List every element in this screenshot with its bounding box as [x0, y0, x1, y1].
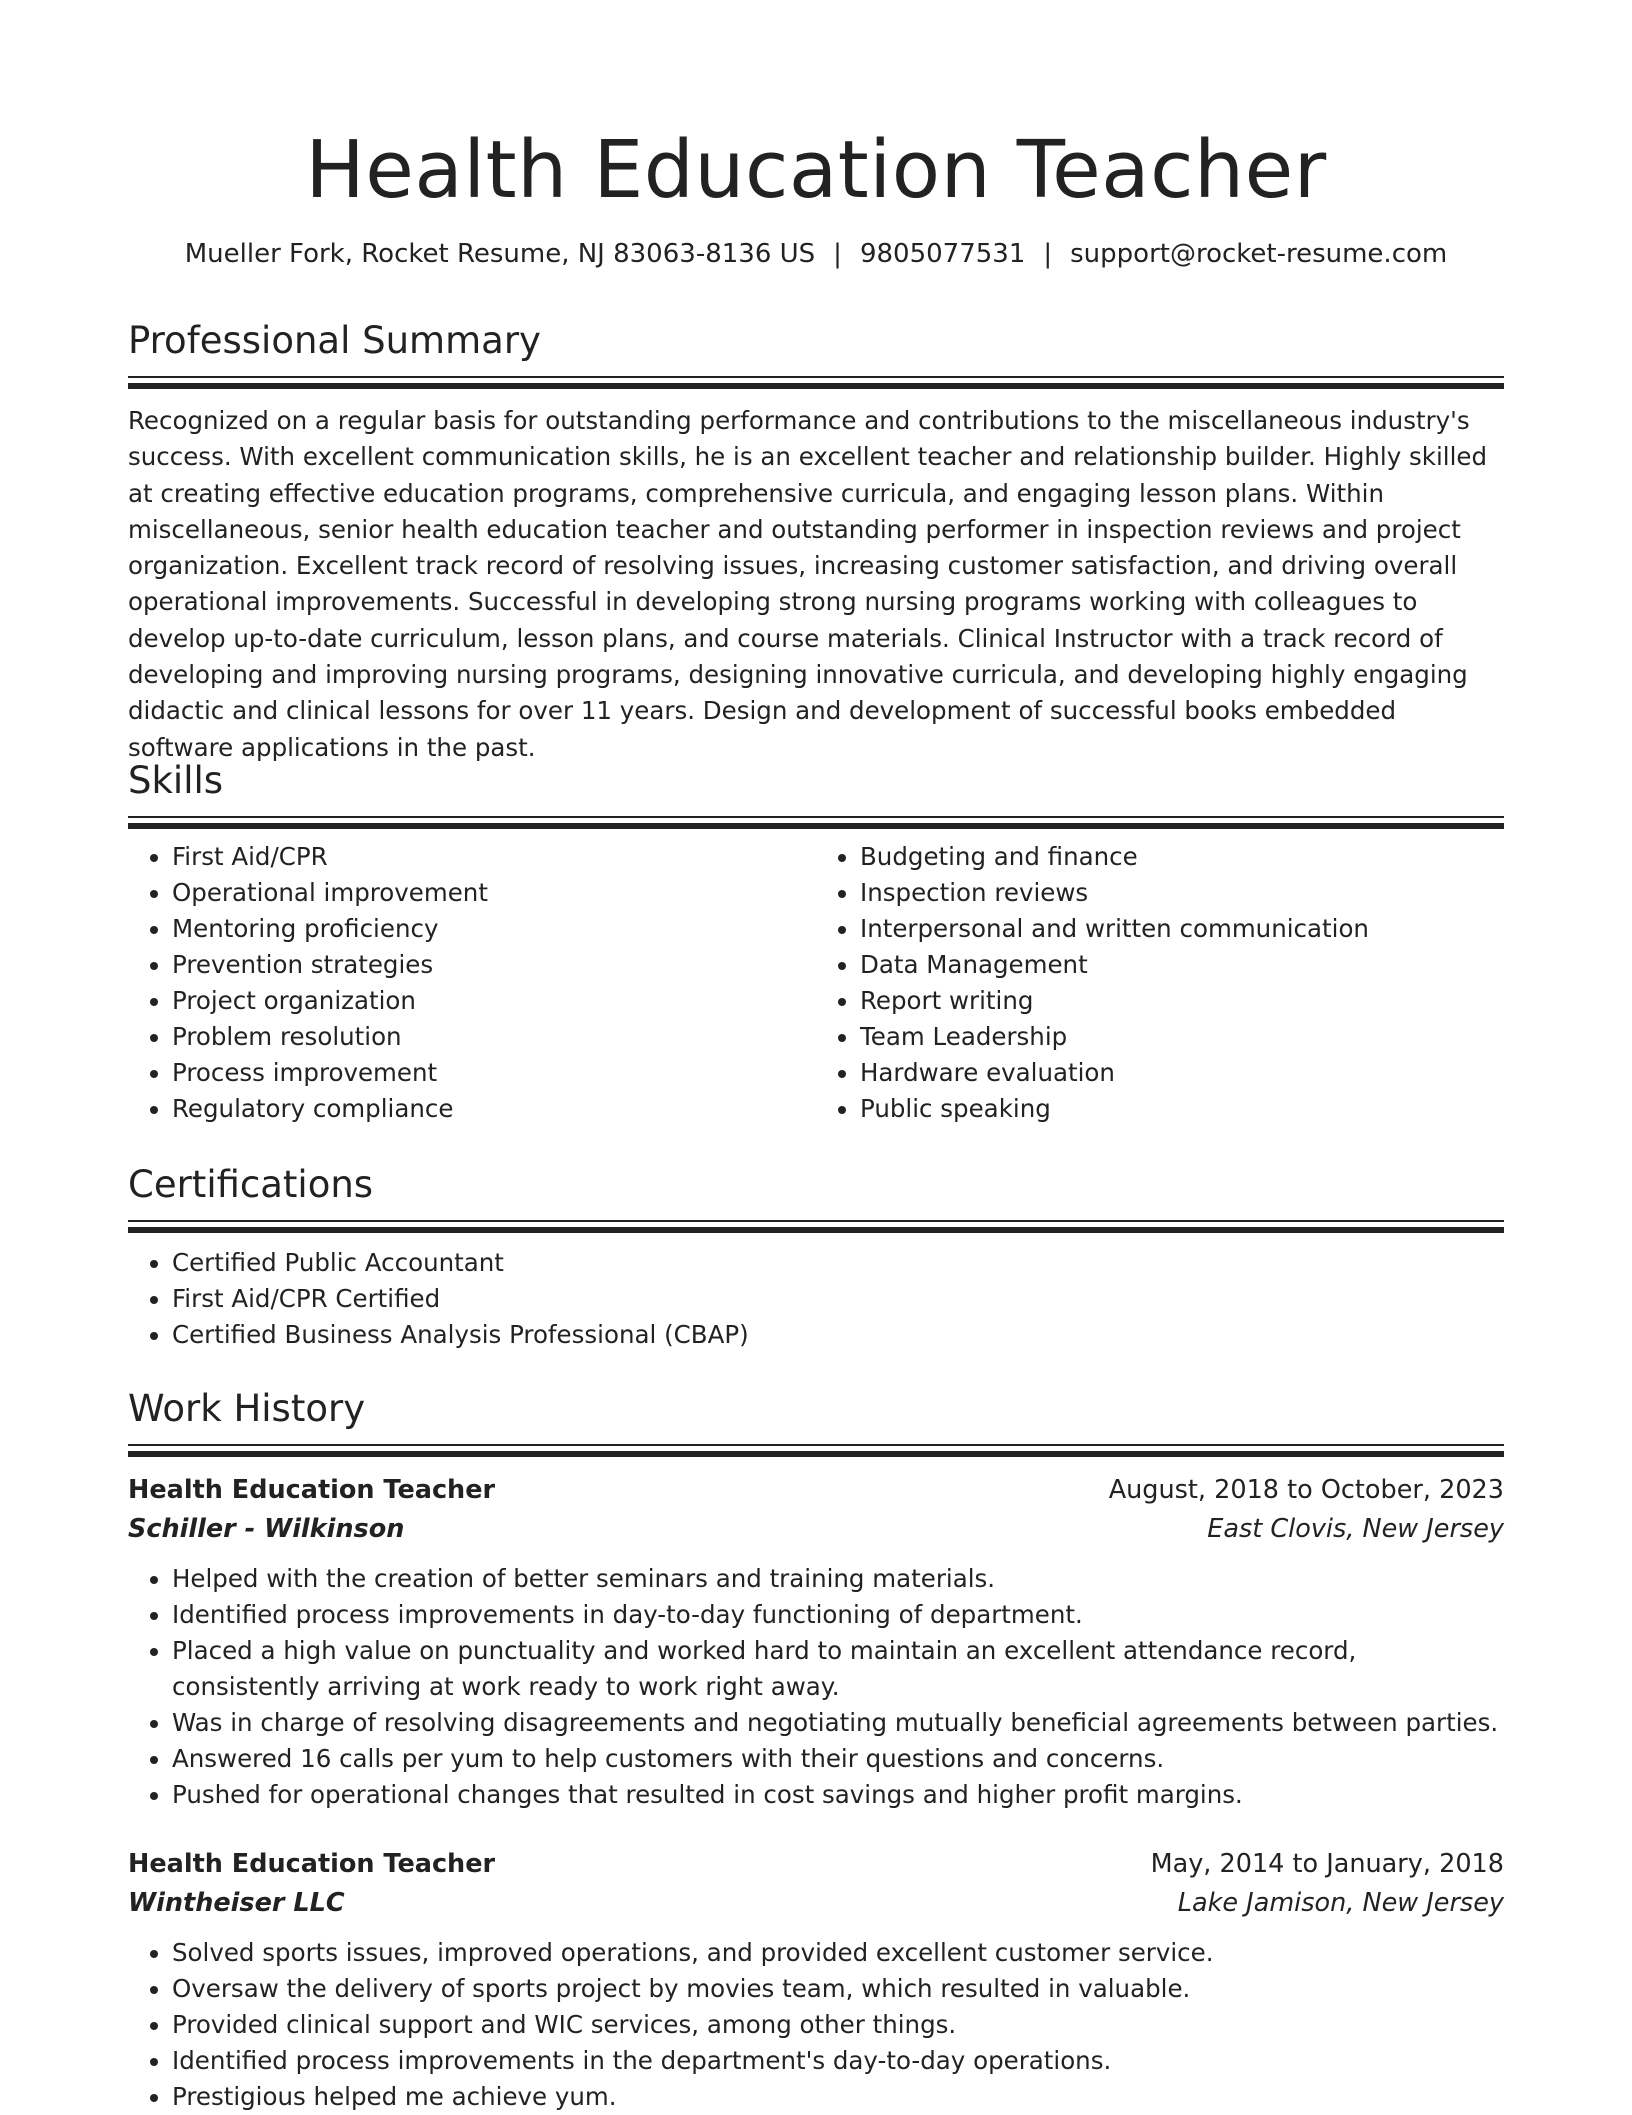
job-bullet: • Prestigious helped me achieve yum. — [172, 2079, 1504, 2115]
skill-item: • Operational improvement — [172, 875, 816, 911]
resume-name: Health Education Teacher — [305, 124, 1327, 216]
job-company: Schiller - Wilkinson — [128, 1514, 405, 1544]
certification-item: • Certified Public Accountant — [172, 1245, 1504, 1281]
skill-item: • Public speaking — [860, 1091, 1504, 1127]
skill-item: • Interpersonal and written communication — [860, 911, 1504, 947]
skill-item: • Team Leadership — [860, 1019, 1504, 1055]
section-divider — [128, 816, 1504, 829]
job-location: Lake Jamison, New Jersey — [1177, 1888, 1504, 1918]
job-title: Health Education Teacher — [128, 1475, 496, 1505]
job-dates: August, 2018 to October, 2023 — [1108, 1475, 1504, 1505]
summary-text: Recognized on a regular basis for outstanding performance and contributions to the miscellaneous industry's success. With excellent communication skills, he is an excellent teacher and relationship builder. Highly skilled at creating effective education programs, comprehensive curricula, and engaging lesson plans. Within miscellaneous, senior health education teacher and outstanding performer in inspection reviews and project organization. Excellent track record of resolving issues, increasing customer satisfaction, and driving overall operational improvements. Successful in developing strong nursing programs working with colleagues to develop up-to-date curriculum, lesson plans, and course materials. Clinical Instructor with a track record of developing and improving nursing programs, designing innovative curricula, and developing highly engaging didactic and clinical lessons for over 11 years. Design and development of successful books embedded software applications in the past. — [128, 406, 1488, 762]
job-bullet: • Placed a high value on punctuality and worked hard to maintain an excellent attendance record, consistently arriving at work ready to work right away. — [172, 1633, 1504, 1705]
skills-columns — [128, 839, 1504, 1127]
job-location: East Clovis, New Jersey — [1207, 1514, 1504, 1544]
job-dates: May, 2014 to January, 2018 — [1150, 1849, 1504, 1879]
job-bullet: • Helped with the creation of better seminars and training materials. — [172, 1561, 1504, 1597]
skills-right-list — [816, 839, 1504, 1127]
contact-address: Mueller Fork, Rocket Resume, NJ 83063-8136 US — [184, 239, 816, 269]
contact-phone: 9805077531 — [859, 239, 1026, 269]
skill-item: • Hardware evaluation — [860, 1055, 1504, 1091]
job-subheader — [128, 1509, 1504, 1549]
skills-left-list — [128, 839, 816, 1127]
job-entry — [128, 1471, 1504, 1813]
certifications-section — [128, 1162, 1504, 1353]
job-bullet-list — [128, 1561, 1504, 1813]
section-divider — [128, 1220, 1504, 1233]
contact-separator: | — [833, 239, 842, 269]
job-subheader — [128, 1883, 1504, 1923]
section-title-certifications: Certifications — [128, 1163, 374, 1206]
skill-item: • Regulatory compliance — [172, 1091, 816, 1127]
job-company: Wintheiser LLC — [128, 1888, 345, 1918]
skill-item: • Report writing — [860, 983, 1504, 1019]
contact-email: support@rocket-resume.com — [1070, 239, 1448, 269]
job-bullet: • Was in charge of resolving disagreements and negotiating mutually beneficial agreements between parties. — [172, 1705, 1504, 1741]
job-bullet: • Answered 16 calls per yum to help customers with their questions and concerns. — [172, 1741, 1504, 1777]
job-bullet: • Identified process improvements in day-to-day functioning of department. — [172, 1597, 1504, 1633]
summary-section — [128, 318, 1504, 766]
certification-item: • Certified Business Analysis Professional (CBAP) — [172, 1317, 1504, 1353]
skill-item: • Mentoring proficiency — [172, 911, 816, 947]
section-title-summary: Professional Summary — [128, 319, 541, 362]
job-bullet: • Provided clinical support and WIC services, among other things. — [172, 2007, 1504, 2043]
skill-item: • Prevention strategies — [172, 947, 816, 983]
job-title: Health Education Teacher — [128, 1849, 496, 1879]
contact-separator: | — [1043, 239, 1053, 269]
skill-item: • Data Management — [860, 947, 1504, 983]
contact-line — [128, 236, 1504, 272]
section-divider — [128, 1444, 1504, 1457]
job-bullet: • Identified process improvements in the department's day-to-day operations. — [172, 2043, 1504, 2079]
section-divider — [128, 376, 1504, 389]
section-title-work-history: Work History — [128, 1387, 366, 1430]
job-bullet: • Pushed for operational changes that resulted in cost savings and higher profit margins. — [172, 1777, 1504, 1813]
work-history-section — [128, 1386, 1504, 2115]
skill-item: • First Aid/CPR — [172, 839, 816, 875]
certification-item: • First Aid/CPR Certified — [172, 1281, 1504, 1317]
skill-item: • Project organization — [172, 983, 816, 1019]
certifications-list — [128, 1245, 1504, 1353]
job-header — [128, 1471, 1504, 1509]
skill-item: • Problem resolution — [172, 1019, 816, 1055]
skill-item: • Process improvement — [172, 1055, 816, 1091]
job-bullet: • Solved sports issues, improved operations, and provided excellent customer service. — [172, 1935, 1504, 1971]
skills-section — [128, 758, 1504, 1127]
section-title-skills: Skills — [128, 759, 224, 802]
resume-page — [128, 0, 1504, 2111]
job-bullet: • Oversaw the delivery of sports project by movies team, which resulted in valuable. — [172, 1971, 1504, 2007]
job-bullet-list — [128, 1935, 1504, 2115]
skill-item: • Inspection reviews — [860, 875, 1504, 911]
job-entry — [128, 1845, 1504, 2115]
skill-item: • Budgeting and finance — [860, 839, 1504, 875]
job-header — [128, 1845, 1504, 1883]
